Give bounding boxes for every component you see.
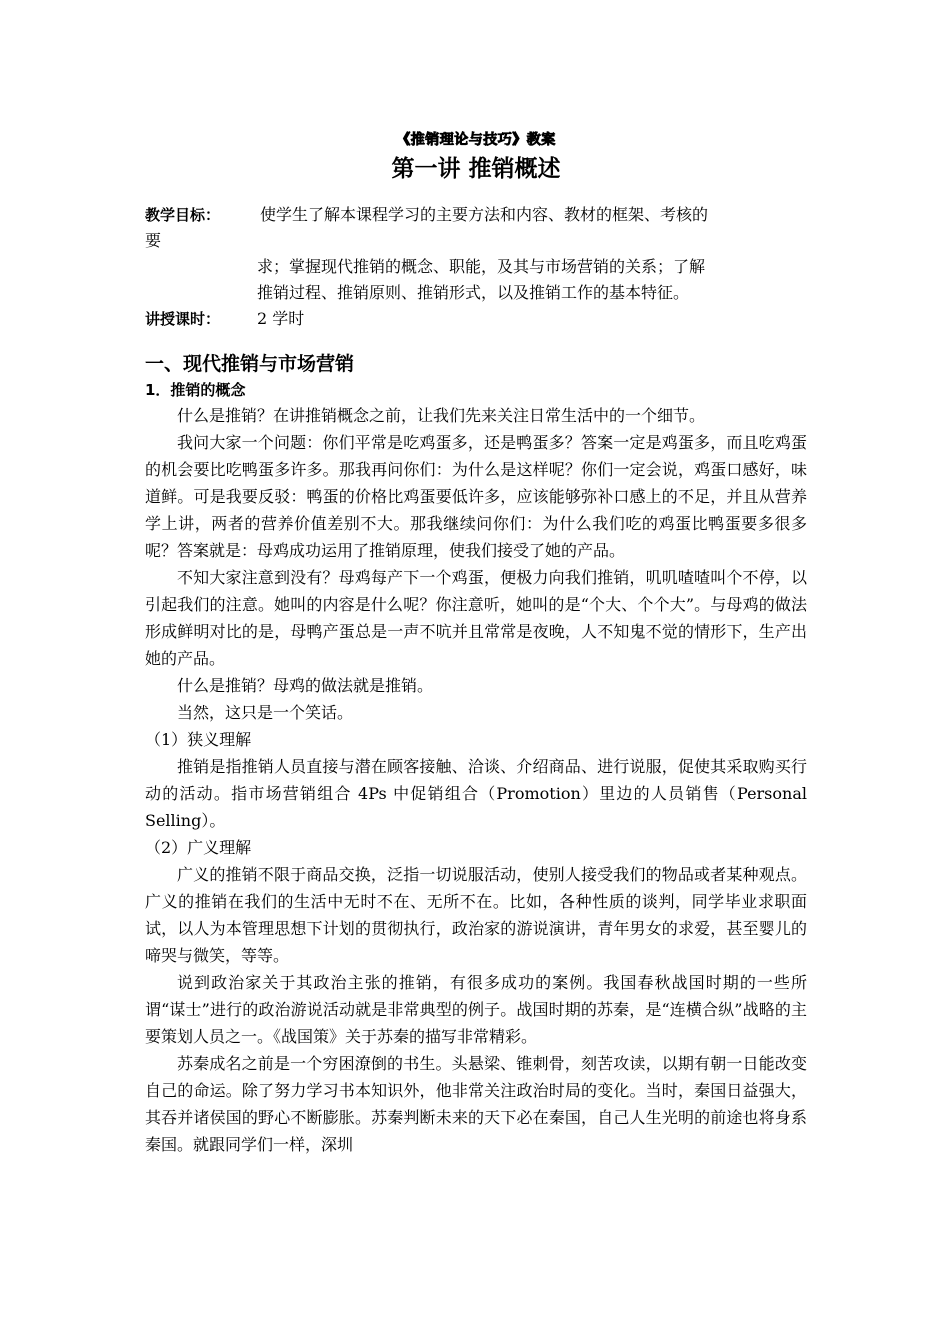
lesson-meta [145,202,807,332]
subsection-heading: 1．推销的概念 [145,381,246,399]
document-page [145,130,807,1158]
body-paragraph: 说到政治家关于其政治主张的推销，有很多成功的案例。我国春秋战国时期的一些所谓“谋士”进行的政治游说活动就是非常典型的例子。战国时期的苏秦，是“连横合纵”战略的主要策划人员之一。《战国策》关于苏秦的描写非常精彩。 [145,973,807,1046]
body-paragraph: 广义的推销不限于商品交换，泛指一切说服活动，使别人接受我们的物品或者某种观点。广义的推销在我们的生活中无时不在、无所不在。比如，各种性质的谈判，同学毕业求职面试，以人为本管理思想下计划的贯彻执行，政治家的游说演讲，青年男女的求爱，甚至婴儿的啼哭与微笑，等等。 [145,865,807,965]
objective-text-line2: 求；掌握现代推销的概念、职能，及其与市场营销的关系；了解 [257,257,706,276]
objective-text-wrap: 要 [145,231,162,250]
objective-label: 教学目标： [145,206,221,224]
body-paragraph: 苏秦成名之前是一个穷困潦倒的书生。头悬梁、锥刺骨，刻苦攻读，以期有朝一日能改变自己的命运。除了努力学习书本知识外，他非常关注政治时局的变化。当时，秦国日益强大，其吞并诸侯国的野心不断膨胀。苏秦判断未来的天下必在秦国，自己人生光明的前途也将身系秦国。就跟同学们一样，深圳 [145,1054,807,1154]
body-paragraph: 当然，这只是一个笑话。 [177,703,354,722]
objective-row [145,202,807,228]
objective-text-line3: 推销过程、推销原则、推销形式，以及推销工作的基本特征。 [257,283,690,302]
document-title: 第一讲 推销概述 [391,156,561,182]
narrow-definition-label: （1）狭义理解 [145,730,252,749]
hours-label: 讲授课时： [145,310,221,328]
body-paragraph: 什么是推销？在讲推销概念之前，让我们先来关注日常生活中的一个细节。 [177,406,706,425]
narrow-definition-paragraph: 推销是指推销人员直接与潜在顾客接触、洽谈、介绍商品、进行说服，促使其采取购买行动的活动。指市场营销组合 4Ps 中促销组合（Promotion）里边的人员销售（Personal Selling）。 [145,757,807,830]
broad-definition-label: （2）广义理解 [145,838,252,857]
body-paragraph: 不知大家注意到没有？母鸡每产下一个鸡蛋，便极力向我们推销，叽叽喳喳叫个不停，以引起我们的注意。她叫的内容是什么呢？你注意听，她叫的是“个大、个个大”。与母鸡的做法形成鲜明对比的是，母鸭产蛋总是一声不吭并且常常是夜晚，人不知鬼不觉的情形下，生产出她的产品。 [145,568,807,668]
section-heading: 一、现代推销与市场营销 [145,353,355,375]
hours-row [145,306,807,332]
document-caption: 《推销理论与技巧》教案 [396,132,556,148]
hours-value: 2 学时 [257,309,305,328]
body-paragraph: 什么是推销？母鸡的做法就是推销。 [177,676,434,695]
objective-text-line1: 使学生了解本课程学习的主要方法和内容、教材的框架、考核的 [260,205,709,224]
body-paragraph: 我问大家一个问题：你们平常是吃鸡蛋多，还是鸭蛋多？答案一定是鸡蛋多，而且吃鸡蛋的机会要比吃鸭蛋多许多。那我再问你们：为什么是这样呢？你们一定会说，鸡蛋口感好，味道鲜。可是我要反驳：鸭蛋的价格比鸡蛋要低许多，应该能够弥补口感上的不足，并且从营养学上讲，两者的营养价值差别不大。那我继续问你们：为什么我们吃的鸡蛋比鸭蛋要多很多呢？答案就是：母鸡成功运用了推销原理，使我们接受了她的产品。 [145,433,807,560]
